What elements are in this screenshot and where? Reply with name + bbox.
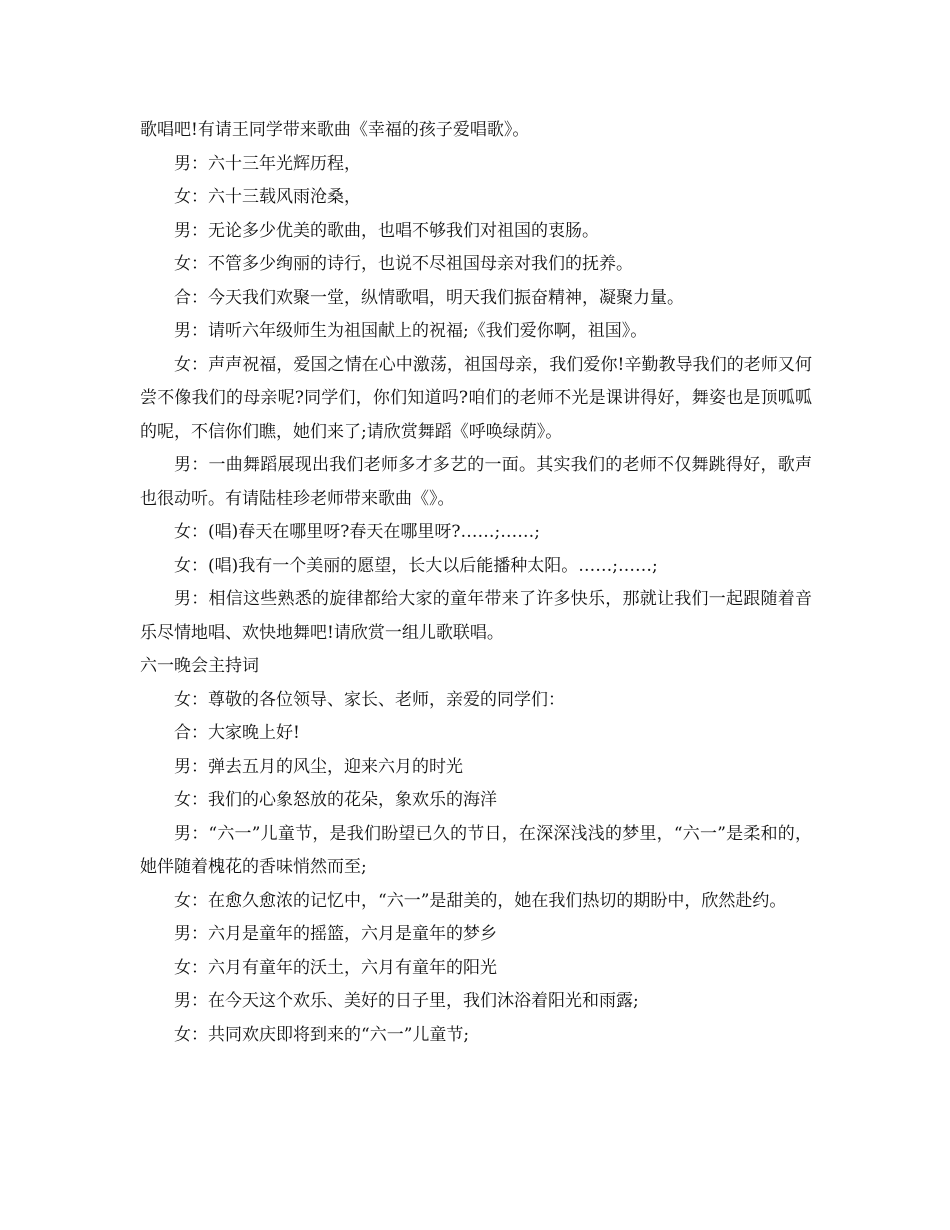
paragraph: 女：在愈久愈浓的记忆中，“六一”是甜美的，她在我们热切的期盼中，欣然赴约。: [174, 890, 787, 911]
paragraph: 女：六月有童年的沃土，六月有童年的阳光: [174, 957, 497, 978]
paragraph: 女：(唱)春天在哪里呀?春天在哪里呀?……;……;: [174, 522, 540, 542]
paragraph: 男：无论多少优美的歌曲，也唱不够我们对祖国的衷肠。: [174, 220, 599, 241]
paragraph: 男：六月是童年的摇篮，六月是童年的梦乡: [174, 924, 497, 944]
paragraph: 男：“六一”儿童节，是我们盼望已久的节日，在深深浅浅的梦里，“六一”是柔和的，她伴随着槐花的香味悄然而至;: [140, 823, 812, 877]
paragraph: 女：我们的心象怒放的花朵，象欢乐的海洋: [174, 790, 497, 810]
paragraph: 女：不管多少绚丽的诗行，也说不尽祖国母亲对我们的抚养。: [174, 254, 633, 274]
paragraph: 男：弹去五月的风尘，迎来六月的时光: [174, 756, 463, 777]
paragraph: 男：六十三年光辉历程，: [174, 153, 361, 174]
paragraph: 女：尊敬的各位领导、家长、老师，亲爱的同学们：: [174, 689, 565, 710]
section-heading: 六一晚会主持词: [140, 656, 259, 676]
paragraph: 男：相信这些熟悉的旋律都给大家的童年带来了许多快乐，那就让我们一起跟随着音乐尽情地唱、欢快地舞吧!请欣赏一组儿歌联唱。: [140, 589, 812, 643]
paragraph: 女：共同欢庆即将到来的“六一”儿童节;: [174, 1024, 470, 1045]
paragraph: 男：在今天这个欢乐、美好的日子里，我们沐浴着阳光和雨露;: [174, 991, 639, 1011]
paragraph: 歌唱吧!有请王同学带来歌曲《幸福的孩子爱唱歌》。: [140, 120, 530, 140]
paragraph: 女：(唱)我有一个美丽的愿望，长大以后能播种太阳。……;……;: [174, 555, 658, 576]
paragraph: 男：一曲舞蹈展现出我们老师多才多艺的一面。其实我们的老师不仅舞跳得好，歌声也很动听。有请陆桂珍老师带来歌曲《》。: [140, 455, 812, 509]
paragraph: 男：请听六年级师生为祖国献上的祝福;《我们爱你啊，祖国》。: [174, 321, 648, 341]
paragraph: 合：今天我们欢聚一堂，纵情歌唱，明天我们振奋精神，凝聚力量。: [174, 287, 684, 308]
paragraph: 合：大家晚上好!: [174, 723, 300, 743]
paragraph: 女：六十三载风雨沧桑，: [174, 187, 361, 207]
document-body: [140, 114, 812, 1052]
paragraph: 女：声声祝福，爱国之情在心中激荡，祖国母亲，我们爱你!辛勤教导我们的老师又何尝不像我们的母亲呢?同学们，你们知道吗?咱们的老师不光是课讲得好，舞姿也是顶呱呱的呢，不信你们瞧，她们来了;请欣赏舞蹈《呼唤绿荫》。: [140, 354, 812, 442]
